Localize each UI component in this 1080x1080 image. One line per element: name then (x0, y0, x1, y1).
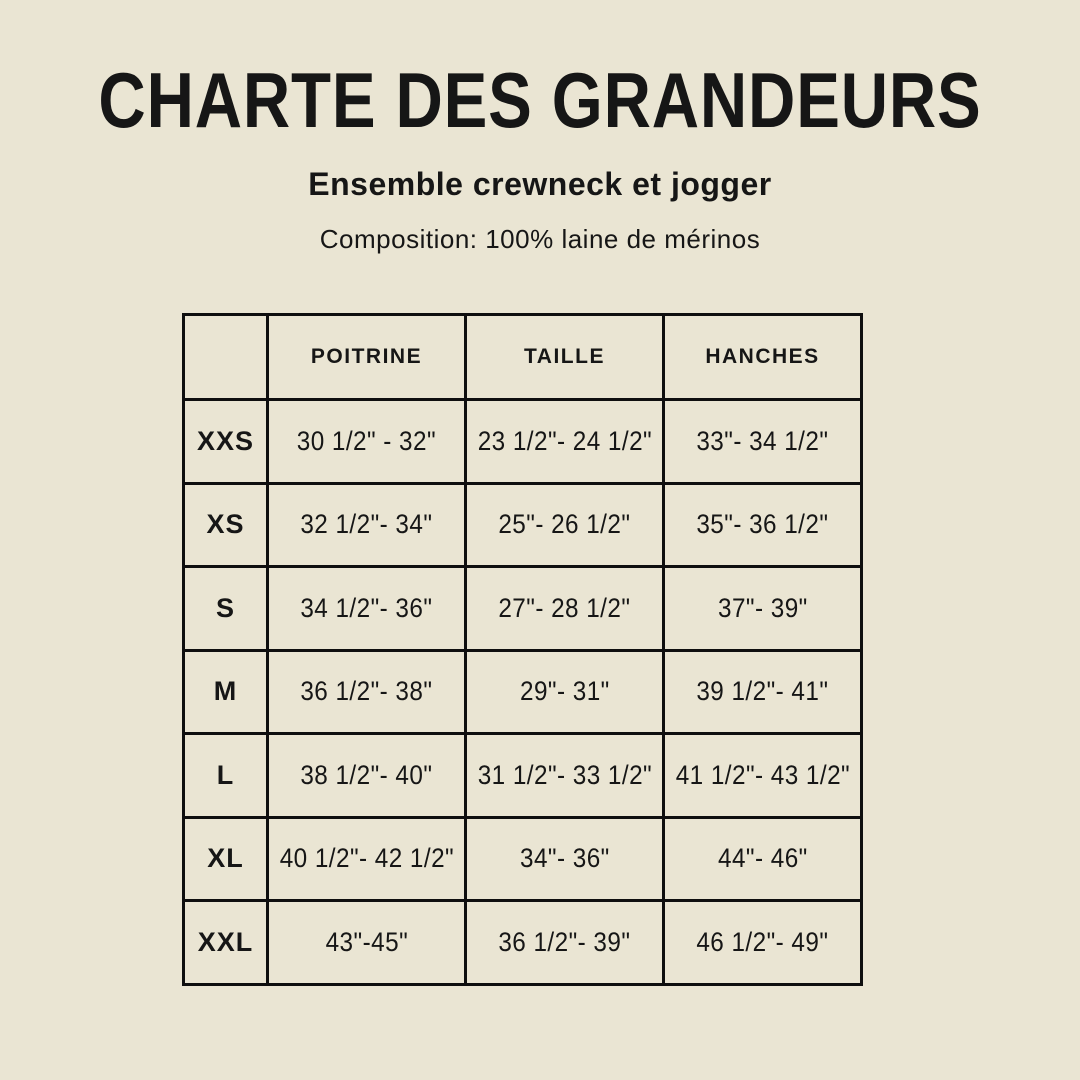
taille-cell (466, 734, 664, 818)
measure-value: 36 1/2"- 39" (498, 926, 631, 957)
hanches-cell (664, 817, 862, 901)
table-row-s (184, 567, 862, 651)
product-name: Ensemble crewneck et jogger (308, 166, 772, 202)
composition-text: Composition: 100% laine de mérinos (319, 224, 761, 254)
measure-value: 33"- 34 1/2" (696, 425, 829, 456)
measure-value: 30 1/2" - 32" (296, 425, 437, 456)
measure-value: 32 1/2"- 34" (300, 509, 433, 540)
taille-cell (466, 650, 664, 734)
poitrine-cell (268, 400, 466, 484)
table-row-l (184, 734, 862, 818)
measure-value: 39 1/2"- 41" (696, 676, 829, 707)
size-label: L (184, 734, 268, 818)
poitrine-cell (268, 901, 466, 985)
measure-value: 43"-45" (325, 926, 408, 957)
table-row-xl (184, 817, 862, 901)
taille-cell (466, 817, 664, 901)
measure-value: 34 1/2"- 36" (300, 592, 433, 623)
size-table (182, 313, 863, 986)
measure-value: 44"- 46" (717, 843, 808, 874)
taille-cell (466, 901, 664, 985)
measure-value: 23 1/2"- 24 1/2" (477, 425, 652, 456)
column-header-taille: TAILLE (466, 315, 664, 400)
poitrine-cell (268, 483, 466, 567)
hanches-cell (664, 567, 862, 651)
taille-cell (466, 483, 664, 567)
size-label: XXL (184, 901, 268, 985)
table-row-xxl (184, 901, 862, 985)
measure-value: 40 1/2"- 42 1/2" (279, 843, 454, 874)
column-header-hanches: HANCHES (664, 315, 862, 400)
size-label: XS (184, 483, 268, 567)
measure-value: 36 1/2"- 38" (300, 676, 433, 707)
taille-cell (466, 567, 664, 651)
measure-value: 29"- 31" (519, 676, 610, 707)
measure-value: 25"- 26 1/2" (498, 509, 631, 540)
hanches-cell (664, 650, 862, 734)
table-header-row (184, 315, 862, 400)
table-row-xs (184, 483, 862, 567)
measure-value: 41 1/2"- 43 1/2" (675, 759, 850, 790)
column-header-poitrine: POITRINE (268, 315, 466, 400)
size-label: S (184, 567, 268, 651)
measure-value: 46 1/2"- 49" (696, 926, 829, 957)
poitrine-cell (268, 650, 466, 734)
measure-value: 34"- 36" (519, 843, 610, 874)
table-row-m (184, 650, 862, 734)
hanches-cell (664, 400, 862, 484)
measure-value: 27"- 28 1/2" (498, 592, 631, 623)
hanches-cell (664, 901, 862, 985)
poitrine-cell (268, 734, 466, 818)
poitrine-cell (268, 817, 466, 901)
poitrine-cell (268, 567, 466, 651)
hanches-cell (664, 734, 862, 818)
hanches-cell (664, 483, 862, 567)
size-label: XXS (184, 400, 268, 484)
measure-value: 38 1/2"- 40" (300, 759, 433, 790)
measure-value: 31 1/2"- 33 1/2" (477, 759, 652, 790)
page-title: CHARTE DES GRANDEURS (98, 56, 982, 144)
corner-cell (184, 315, 268, 400)
size-label: M (184, 650, 268, 734)
measure-value: 37"- 39" (717, 592, 808, 623)
size-label: XL (184, 817, 268, 901)
measure-value: 35"- 36 1/2" (696, 509, 829, 540)
taille-cell (466, 400, 664, 484)
table-row-xxs (184, 400, 862, 484)
